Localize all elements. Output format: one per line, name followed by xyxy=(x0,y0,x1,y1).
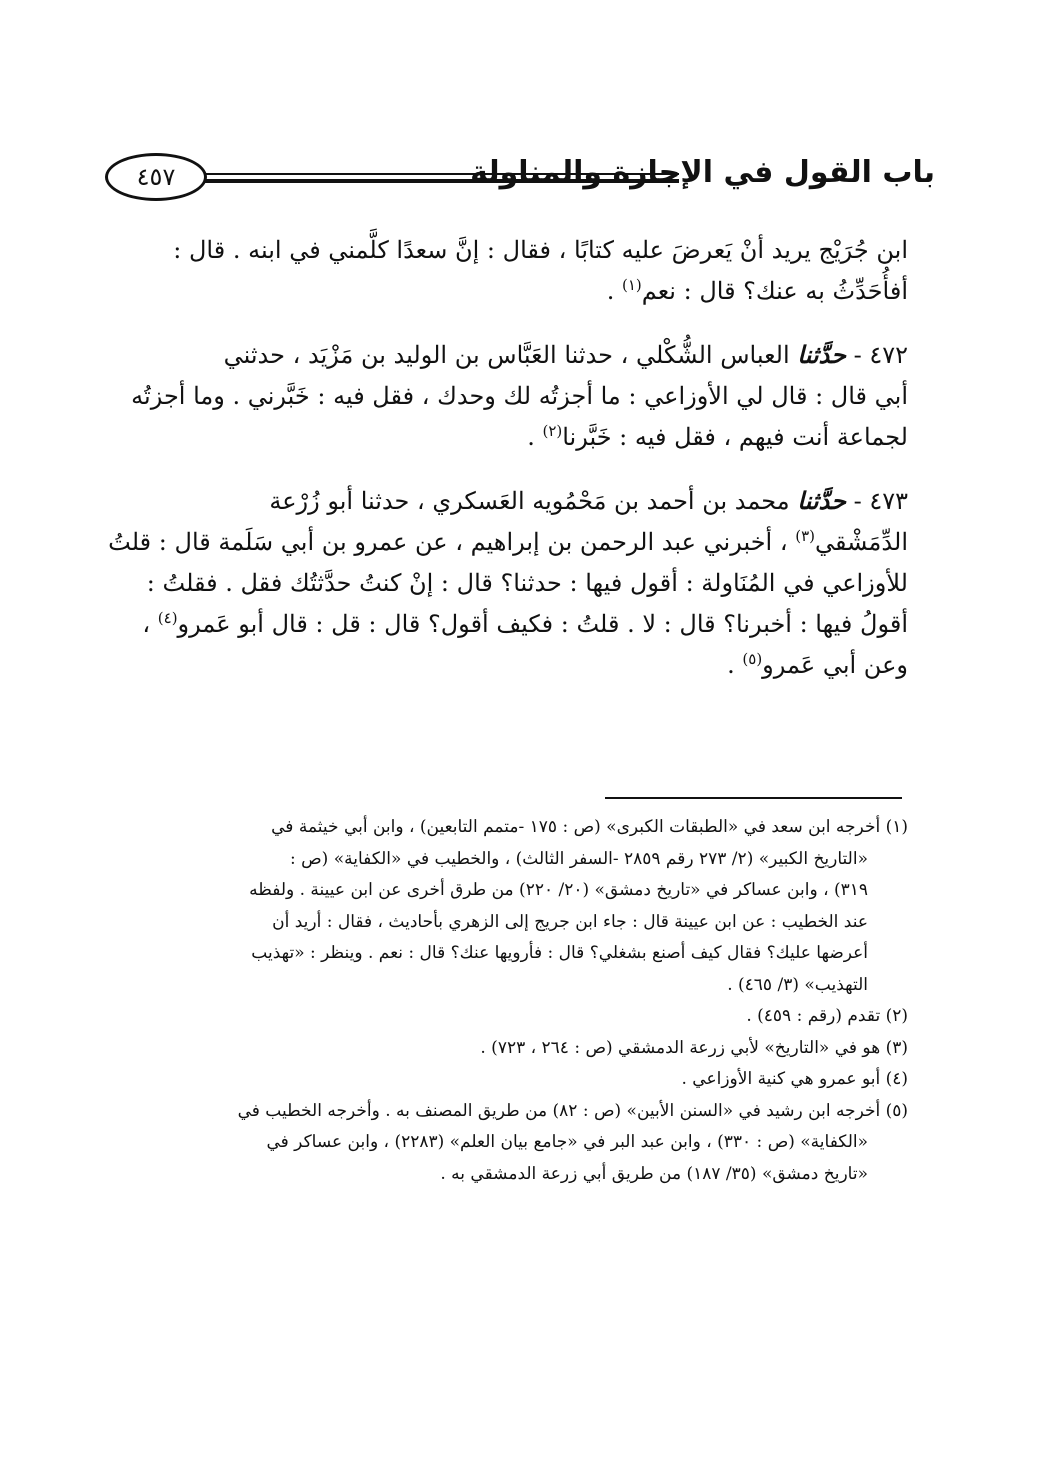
footnote-2 xyxy=(132,1001,908,1033)
hadith-number: ٤٧٢ - xyxy=(853,341,908,369)
text-segment: لجماعة أنت فيهم ، فقل فيه : خَبَّرنا xyxy=(562,423,908,451)
footnote-line: (٢) تقدم (رقم : ٤٥٩) . xyxy=(746,1006,908,1026)
footnote-5 xyxy=(132,1096,908,1191)
footnote-line: (٣) هو في «التاريخ» لأبي زرعة الدمشقي (ص : ٢٦٤ ، ٧٢٣) . xyxy=(480,1037,908,1058)
text-segment: ، xyxy=(142,610,158,638)
text-line: ابن جُرَيْج يريد أنْ يَعرضَ عليه كتابًا ، فقال : إنَّ سعدًا كلَّمني في ابنه . قال : xyxy=(173,236,908,264)
footnote-line: أعرضها عليك؟ فقال كيف أصنع بشغلي؟ قال : فأرويها عنك؟ قال : نعم . وينظر : «تهذيب xyxy=(251,943,868,963)
text-segment: أفأُحَدِّثُ به عنك؟ قال : نعم xyxy=(641,277,908,305)
footnote-ref-5[interactable]: (٥) xyxy=(742,650,763,668)
hadith-keyword: حدَّثنا xyxy=(797,340,846,369)
text-segment: ، أخبرني عبد الرحمن بن إبراهيم ، عن عمرو بن أبي سَلَمة قال : قلتُ xyxy=(108,528,796,556)
footnote-line: عند الخطيب : عن ابن عيينة قال : جاء ابن جريج إلى الزهري بأحاديث ، فقال : أريد أن xyxy=(272,911,868,932)
text-segment: وعن أبي عَمرو xyxy=(762,651,908,679)
hadith-number: ٤٧٣ - xyxy=(853,487,908,515)
page-header xyxy=(105,145,935,215)
text-line xyxy=(132,645,908,686)
text-line xyxy=(132,334,908,376)
footnote-line: (٥) أخرجه ابن رشيد في «السنن الأبين» (ص : ٨٢) من طريق المصنف به . وأخرجه الخطيب في xyxy=(237,1100,908,1121)
footnote-ref-2[interactable]: (٢) xyxy=(542,422,563,440)
footnote-3 xyxy=(132,1033,908,1065)
footnote-ref-3[interactable]: (٣) xyxy=(795,527,815,545)
text-line xyxy=(108,522,908,563)
footnote-line: «تاريخ دمشق» (٣٥/ ١٨٧) من طريق أبي زرعة الدمشقي به . xyxy=(440,1163,868,1184)
footnote-4 xyxy=(132,1064,908,1096)
text-line xyxy=(132,604,908,645)
page-number: ٤٥٧ xyxy=(105,153,207,201)
footnote-1 xyxy=(132,812,908,1001)
footnote-line: ٣١٩) ، وابن عساكر في «تاريخ دمشق» (٢٠/ ٢٢٠) من طرق أخرى عن ابن عيينة . ولفظه xyxy=(249,880,868,900)
hadith-472 xyxy=(132,334,908,458)
footnote-ref-4[interactable]: (٤) xyxy=(157,609,178,627)
text-segment: العباس الشُّكْلي ، حدثنا العَبَّاس بن الوليد بن مَزْيَد ، حدثني xyxy=(223,341,798,369)
chapter-title: باب القول في الإجازة والمناولة xyxy=(470,155,935,190)
text-line: أبي قال : قال لي الأوزاعي : ما أجزتُه لك وحدك ، فقل فيه : خَبَّرني . وما أجزتُه xyxy=(131,382,908,410)
main-text xyxy=(108,230,908,686)
text-segment: . xyxy=(727,651,743,679)
footnote-line: «التاريخ الكبير» (٢/ ٢٧٣ رقم ٢٨٥٩ -السفر الثالث) ، والخطيب في «الكفاية» (ص : xyxy=(289,848,868,869)
text-segment: أقولُ فيها : أخبرنا؟ قال : لا . قلتُ : فكيف أقول؟ قال : قل : قال أبو عَمرو xyxy=(177,610,908,638)
footnote-line: التهذيب» (٣/ ٤٦٥) . xyxy=(727,974,868,995)
footnote-ref-1[interactable]: (١) xyxy=(621,276,642,294)
text-line xyxy=(132,480,908,522)
hadith-keyword: حدَّثنا xyxy=(797,486,846,515)
footnote-line: «الكفاية» (ص : ٣٣٠) ، وابن عبد البر في «جامع بيان العلم» (٢٢٨٣) ، وابن عساكر في xyxy=(266,1132,868,1152)
text-segment: محمد بن أحمد بن مَحْمُويه العَسكري ، حدثنا أبو زُرْعة xyxy=(269,487,798,515)
text-line xyxy=(132,417,908,458)
footnote-line: (١) أخرجه ابن سعد في «الطبقات الكبرى» (ص : ١٧٥ -متمم التابعين) ، وابن أبي خيثمة في xyxy=(271,817,908,837)
text-line xyxy=(132,271,908,312)
text-segment: . xyxy=(527,423,543,451)
footnote-divider xyxy=(605,797,902,799)
paragraph-1 xyxy=(132,230,908,312)
text-line: للأوزاعي في المُنَاولة : أقول فيها : حدثنا؟ قال : إنْ كنتُ حدَّثتُك فقل . فقلتُ : xyxy=(146,569,908,597)
hadith-473 xyxy=(108,480,908,686)
text-segment: . xyxy=(606,277,622,305)
footnotes xyxy=(132,812,908,1190)
text-segment: الدِّمَشْقي xyxy=(815,528,908,556)
footnote-line: (٤) أبو عمرو هي كنية الأوزاعي . xyxy=(681,1069,908,1089)
